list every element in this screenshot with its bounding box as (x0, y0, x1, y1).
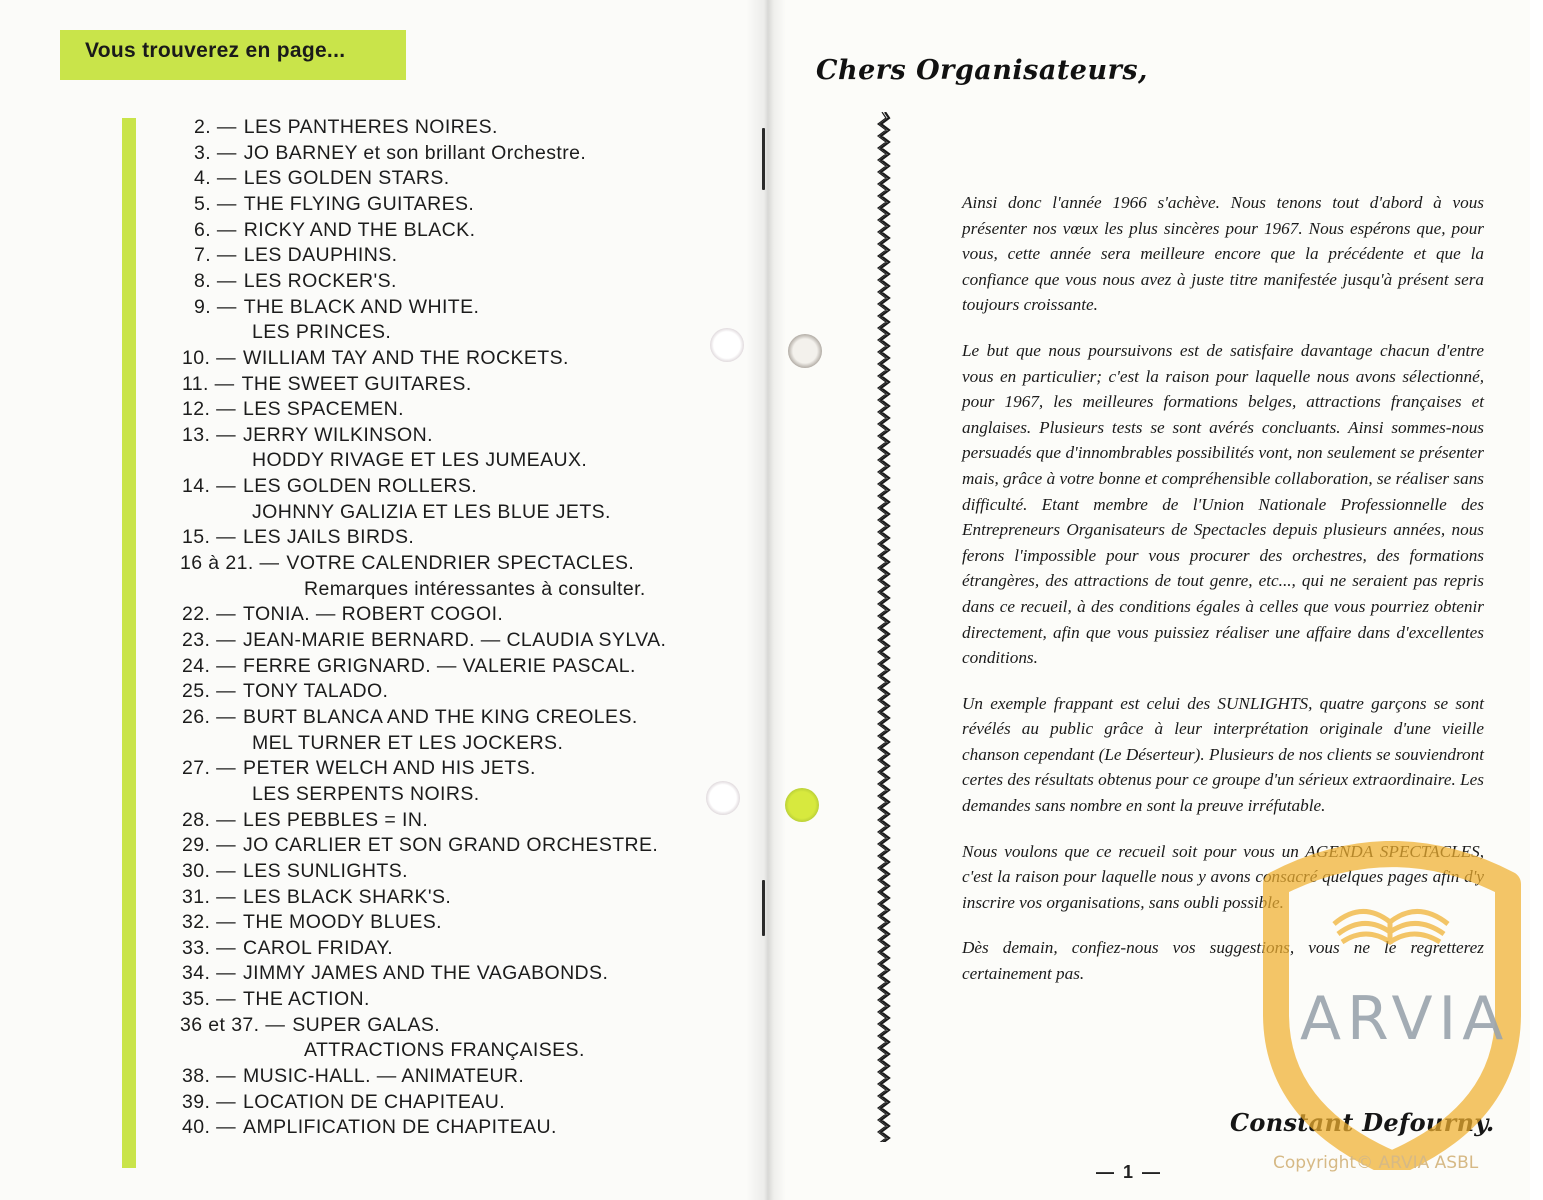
toc-page-number: 11. — (182, 372, 235, 395)
salutation: Chers Organisateurs, (816, 55, 1148, 86)
toc-page-number: 22. — (182, 603, 237, 626)
toc-title: JIMMY JAMES AND THE VAGABONDS. (243, 962, 609, 985)
toc-entry (194, 270, 397, 293)
toc-title: MEL TURNER ET LES JOCKERS. (252, 731, 564, 754)
toc-title: THE ACTION. (243, 988, 370, 1011)
toc-page-number: 31. — (182, 885, 237, 908)
toc-entry (182, 398, 404, 421)
toc-entry (182, 988, 370, 1011)
toc-title: WILLIAM TAY AND THE ROCKETS. (243, 346, 569, 369)
toc-title: MUSIC-HALL. — ANIMATEUR. (243, 1065, 525, 1088)
toc-title: THE FLYING GUITARES. (243, 192, 475, 215)
punch-hole (785, 788, 819, 822)
toc-page-number: 32. — (182, 911, 237, 934)
toc-title: JO CARLIER ET SON GRAND ORCHESTRE. (243, 834, 659, 857)
toc-title: ATTRACTIONS FRANÇAISES. (304, 1039, 585, 1062)
toc-title: TONIA. — ROBERT COGOI. (243, 603, 504, 626)
toc-entry (182, 757, 536, 780)
toc-title: JEAN-MARIE BERNARD. — CLAUDIA SYLVA. (243, 629, 667, 651)
toc-page-number: 15. — (182, 526, 237, 549)
toc-entry (182, 886, 451, 909)
toc-entry (304, 1039, 585, 1062)
toc-page-number: 7. — (194, 244, 237, 267)
book-icon (1334, 911, 1448, 944)
toc-page-number: 39. — (182, 1090, 237, 1113)
toc-entry (182, 475, 477, 498)
toc-entry (252, 449, 587, 472)
letter-paragraph: Nous voulons que ce recueil soit pour vous un AGENDA SPECTACLES, c'est la raison pour laquelle nous y avons consacré quelques pages afin d'y inscrire vos organisations, sans oubli possible. (962, 841, 1484, 912)
toc-entry (182, 1091, 505, 1114)
toc-page-number: 13. — (182, 423, 237, 446)
toc-page-number: 40. — (182, 1116, 237, 1139)
toc-title: LES GOLDEN ROLLERS. (243, 475, 478, 498)
toc-title: LES SERPENTS NOIRS. (252, 782, 480, 805)
toc-title: LES PEBBLES = IN. (243, 808, 429, 831)
toc-entry (182, 629, 666, 652)
toc-entry (182, 706, 638, 729)
toc-page-number: 36 et 37. — (180, 1013, 286, 1036)
toc-title: FERRE GRIGNARD. — VALERIE PASCAL. (243, 654, 636, 677)
toc-page-number: 30. — (182, 859, 237, 882)
signature: Constant Defourny. (1230, 1108, 1495, 1137)
toc-page-number: 5. — (194, 192, 237, 215)
page-number: — 1 — (1096, 1162, 1163, 1182)
toc-title: LES ROCKER'S. (243, 269, 397, 292)
toc-title: HODDY RIVAGE ET LES JUMEAUX. (252, 449, 588, 472)
letter-paragraph: Un exemple frappant est celui des SUNLIGHTS, quatre garçons se sont révélés au public grâce à leur interprétation originale d'une vieille chanson cependant (Le Déserteur). Plusieurs de nos clients se souviendront certes des résultats obtenus pour ce groupe d'un sérieux extraordinaire. Les demandes sans nombre en sont la preuve irréfutable. (962, 693, 1484, 816)
toc-title: VOTRE CALENDRIER SPECTACLES. (286, 552, 635, 575)
copyright-notice: Copyright© ARVIA ASBL (1273, 1153, 1479, 1173)
toc-entry (194, 167, 450, 190)
toc-title: TONY TALADO. (243, 680, 389, 703)
toc-entry (182, 680, 388, 703)
toc-title: LES PRINCES. (252, 321, 392, 344)
page-edge (1530, 0, 1543, 1200)
toc-title: LES GOLDEN STARS. (243, 167, 450, 190)
toc-title: AMPLIFICATION DE CHAPITEAU. (243, 1116, 557, 1139)
punch-hole (706, 781, 740, 815)
toc-entry (182, 860, 408, 883)
toc-title: JERRY WILKINSON. (243, 423, 433, 446)
toc-page-number: 28. — (182, 808, 237, 831)
punch-hole (710, 328, 744, 362)
toc-title: THE MOODY BLUES. (243, 911, 442, 934)
toc-page-number: 9. — (194, 295, 237, 318)
toc-title: LES SPACEMEN. (243, 398, 404, 421)
toc-page-number: 16 à 21. — (180, 552, 280, 575)
toc-title: PETER WELCH AND HIS JETS. (243, 757, 536, 780)
toc-entry (182, 937, 393, 960)
watermark-word: ARVIA (1300, 984, 1510, 1054)
toc-page-number: 35. — (182, 988, 237, 1011)
toc-title: LES PANTHERES NOIRES. (243, 116, 498, 138)
toc-entry (182, 1065, 524, 1088)
toc-title: LES JAILS BIRDS. (243, 526, 415, 549)
toc-page-number: 38. — (182, 1065, 237, 1088)
toc-page-number: 4. — (194, 167, 237, 190)
letter-paragraph: Le but que nous poursuivons est de satisfaire davantage chacun d'entre vous en particulier; c'est la raison pour laquelle nous avons sélectionné, pour 1967, les meilleures formations belges, attractions françaises et anglaises. Plusieurs tests se sont avérés concluants. Ainsi sommes-nous persuadés que d'innombrables possibilités vont, non seulement se présenter mais, grâce à votre bonne et compréhensible collaboration, se réaliser sans difficulté. Etant membre de l'Union Nationale Professionnelle des Entrepreneurs Organisateurs de Spectacles depuis plusieurs années, nous ferons l'impossible pour vous procurer des orchestres, des formations étrangères, des attractions de tout genre, etc..., qui ne seraient pas repris dans ce recueil, à des conditions égales à celles que vous pourriez obtenir directement, afin que vous puissiez réaliser une affaire dans d'excellentes conditions. (962, 340, 1484, 668)
table-of-contents (0, 0, 768, 1200)
toc-page-number: 10. — (182, 346, 237, 369)
letter-paragraph: Ainsi donc l'année 1966 s'achève. Nous tenons tout d'abord à vous présenter nos vœux les plus sincères pour 1967. Nous espérons que, pour vous, cette année sera meilleure encore que la précédente et que la confiance que vous nous avez à juste titre manifestée jusqu'à présent sera toujours croissante. (962, 193, 1484, 315)
toc-entry (182, 911, 442, 934)
toc-page-number: 34. — (182, 962, 237, 985)
toc-page-number: 8. — (194, 269, 237, 292)
punch-hole (788, 334, 822, 368)
toc-entry (182, 962, 608, 985)
toc-entry (194, 219, 475, 242)
toc-entry (182, 424, 433, 447)
toc-title: Remarques intéressantes à consulter. (304, 577, 646, 600)
toc-entry (182, 655, 636, 678)
toc-title: LES SUNLIGHTS. (243, 859, 408, 882)
toc-entry (194, 193, 474, 216)
toc-title: THE SWEET GUITARES. (241, 372, 472, 395)
toc-title: LES BLACK SHARK'S. (243, 885, 452, 908)
toc-title: JO BARNEY et son brillant Orchestre. (243, 141, 587, 164)
toc-page-number: 27. — (182, 757, 237, 780)
toc-page-number: 2. — (194, 116, 237, 138)
toc-entry (182, 1116, 557, 1139)
toc-page-number: 14. — (182, 475, 237, 498)
toc-page-number: 25. — (182, 680, 237, 703)
toc-entry (182, 373, 472, 396)
toc-page-number: 26. — (182, 705, 237, 728)
letter-paragraph: Dès demain, confiez-nous vos suggestions, vous ne le regretterez certainement pas. (962, 938, 1484, 984)
toc-entry (194, 142, 586, 165)
toc-entry (182, 809, 428, 832)
toc-title: CAROL FRIDAY. (243, 936, 394, 959)
toc-entry (252, 321, 391, 344)
toc-entry (182, 526, 414, 549)
toc-entry (180, 1014, 440, 1037)
toc-entry (182, 603, 503, 626)
toc-title: THE BLACK AND WHITE. (243, 295, 480, 318)
toc-title: SUPER GALAS. (292, 1013, 441, 1036)
toc-page-number: 33. — (182, 936, 237, 959)
toc-page-number: 3. — (194, 141, 237, 164)
toc-page-number: 12. — (182, 398, 237, 421)
toc-entry (194, 116, 498, 139)
toc-entry (252, 732, 563, 755)
toc-title: BURT BLANCA AND THE KING CREOLES. (243, 705, 638, 728)
toc-entry (182, 347, 569, 370)
toc-page-number: 24. — (182, 654, 237, 677)
toc-title: RICKY AND THE BLACK. (243, 218, 476, 241)
toc-page-number: 29. — (182, 834, 237, 857)
toc-entry (180, 552, 634, 575)
toc-entry (194, 296, 479, 319)
toc-title: LOCATION DE CHAPITEAU. (243, 1090, 506, 1113)
toc-entry (194, 244, 397, 267)
toc-entry (304, 578, 646, 601)
toc-entry (252, 783, 480, 806)
toc-entry (252, 501, 611, 524)
toc-page-number: 6. — (194, 218, 237, 241)
toc-entry (182, 834, 658, 857)
toc-page-number: 23. — (182, 629, 237, 651)
toc-header: Vous trouverez en page... (85, 39, 346, 62)
toc-title: JOHNNY GALIZIA ET LES BLUE JETS. (252, 500, 611, 523)
wavy-rule (873, 112, 897, 1142)
toc-title: LES DAUPHINS. (243, 244, 398, 267)
